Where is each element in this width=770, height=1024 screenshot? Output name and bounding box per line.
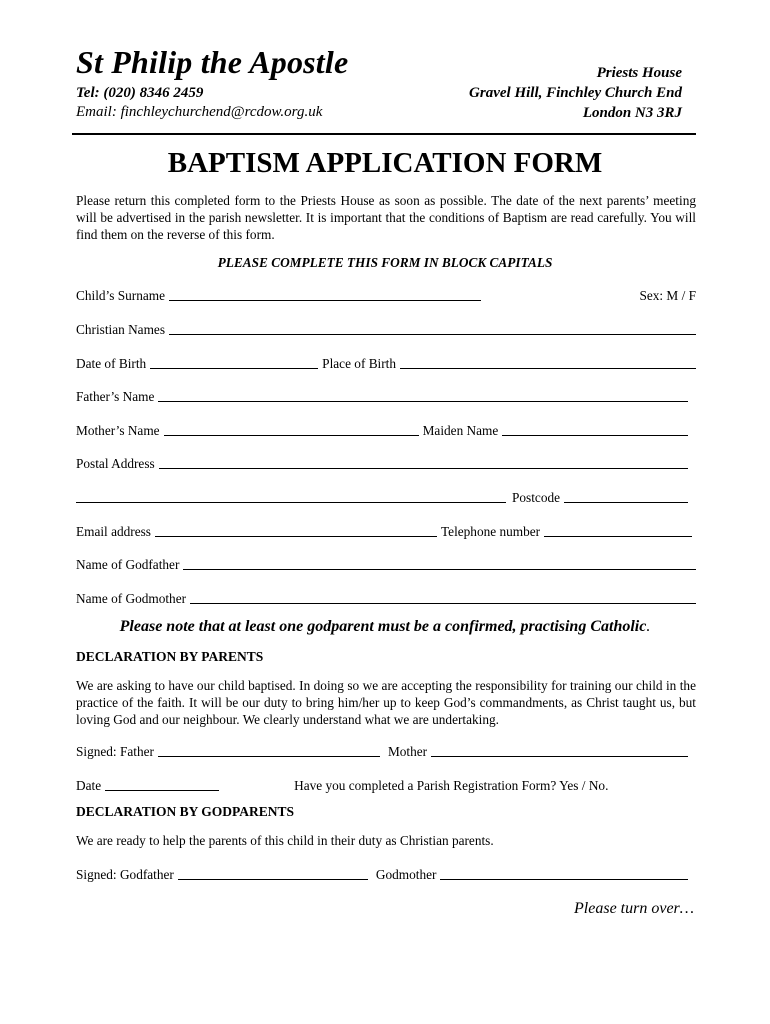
contact-row — [76, 522, 696, 540]
header-divider — [72, 133, 696, 135]
postcode-label: Postcode — [512, 490, 561, 505]
godmother-signature-field[interactable] — [440, 867, 688, 880]
godfather-name-field[interactable] — [183, 557, 696, 570]
postal-address-field[interactable] — [159, 456, 688, 469]
father-signature-field[interactable] — [158, 744, 380, 757]
mothers-name-label: Mother’s Name — [76, 423, 160, 438]
godparent-note-end: . — [646, 618, 651, 635]
mother-signature-field[interactable] — [431, 744, 688, 757]
postal-address-line-2-field[interactable] — [76, 490, 506, 503]
godparent-requirement-note — [0, 618, 770, 636]
email-address-field[interactable] — [155, 524, 437, 537]
godfather-signature-label: Signed: Godfather — [76, 867, 174, 882]
godfather-signature-field[interactable] — [178, 867, 368, 880]
godmother-signature-label: Godmother — [375, 867, 437, 882]
godmother-name-label: Name of Godmother — [76, 591, 187, 606]
postal-address-row — [76, 454, 696, 472]
date-label: Date — [76, 778, 102, 793]
birth-row — [76, 354, 696, 372]
christian-names-row — [76, 320, 696, 338]
godfather-row — [76, 555, 696, 573]
church-telephone: Tel: (020) 8346 2459 — [76, 85, 204, 101]
postcode-field[interactable] — [564, 490, 688, 503]
registration-question[interactable]: Have you completed a Parish Registration Form? Yes / No. — [294, 778, 609, 793]
telephone-number-label: Telephone number — [440, 524, 541, 539]
godmother-row — [76, 589, 696, 607]
mother-signature-label: Mother — [387, 744, 428, 759]
telephone-number-field[interactable] — [544, 524, 692, 537]
sex-choice[interactable]: Sex: M / F — [639, 288, 696, 303]
godparents-declaration-text: We are ready to help the parents of this child in their duty as Christian parents. — [76, 833, 494, 848]
godparent-note-text: Please note that at least one godparent must be a confirmed, practising Catholic — [119, 618, 647, 635]
turn-over-note: Please turn over… — [574, 900, 694, 917]
godfather-name-label: Name of Godfather — [76, 557, 180, 572]
fathers-name-label: Father’s Name — [76, 389, 155, 404]
maiden-name-label: Maiden Name — [422, 423, 499, 438]
address-line-1: Priests House — [596, 65, 682, 81]
father-signature-label: Signed: Father — [76, 744, 154, 759]
intro-paragraph: Please return this completed form to the Priests House as soon as possible. The date of the next parents’ meeting will be advertised in the parish newsletter. It is important that the conditions of Baptism are read carefully. You will find them on the reverse of this form. — [76, 193, 696, 242]
place-of-birth-field[interactable] — [400, 356, 696, 369]
date-of-birth-label: Date of Birth — [76, 356, 147, 371]
christian-names-field[interactable] — [169, 322, 696, 335]
christian-names-label: Christian Names — [76, 322, 166, 337]
fathers-name-field[interactable] — [158, 389, 688, 402]
childs-surname-row — [76, 286, 696, 304]
godmother-name-field[interactable] — [190, 591, 696, 604]
maiden-name-field[interactable] — [502, 423, 688, 436]
date-registration-row — [76, 776, 696, 794]
mothers-name-row — [76, 421, 696, 439]
childs-surname-field[interactable] — [169, 288, 481, 301]
form-title: BAPTISM APPLICATION FORM — [167, 147, 603, 179]
address-line-2: Gravel Hill, Finchley Church End — [469, 85, 682, 101]
fathers-name-row — [76, 387, 696, 405]
date-of-birth-field[interactable] — [150, 356, 318, 369]
place-of-birth-label: Place of Birth — [322, 356, 397, 371]
postcode-row — [76, 488, 696, 506]
godparents-declaration-heading: DECLARATION BY GODPARENTS — [76, 804, 295, 819]
block-capitals-note: PLEASE COMPLETE THIS FORM IN BLOCK CAPITALS — [217, 255, 553, 270]
parents-declaration-text: We are asking to have our child baptised. In doing so we are accepting the responsibility for training our child in the practice of the faith. It will be our duty to bring him/her up to keep God’s commandments, as Christ taught us, but loving God and our neighbour. We clearly understand what we are undertaking. — [76, 678, 696, 727]
email-address-label: Email address — [76, 524, 151, 539]
address-line-3: London N3 3RJ — [582, 105, 682, 121]
date-field[interactable] — [105, 778, 219, 791]
childs-surname-label: Child’s Surname — [76, 288, 166, 303]
godparents-signature-row — [76, 865, 696, 883]
church-name: St Philip the Apostle — [76, 44, 349, 80]
mothers-name-field[interactable] — [164, 423, 419, 436]
postal-address-label: Postal Address — [76, 456, 155, 471]
parents-signature-row — [76, 742, 696, 760]
church-email: Email: finchleychurchend@rcdow.org.uk — [76, 104, 323, 120]
parents-declaration-heading: DECLARATION BY PARENTS — [76, 649, 264, 664]
